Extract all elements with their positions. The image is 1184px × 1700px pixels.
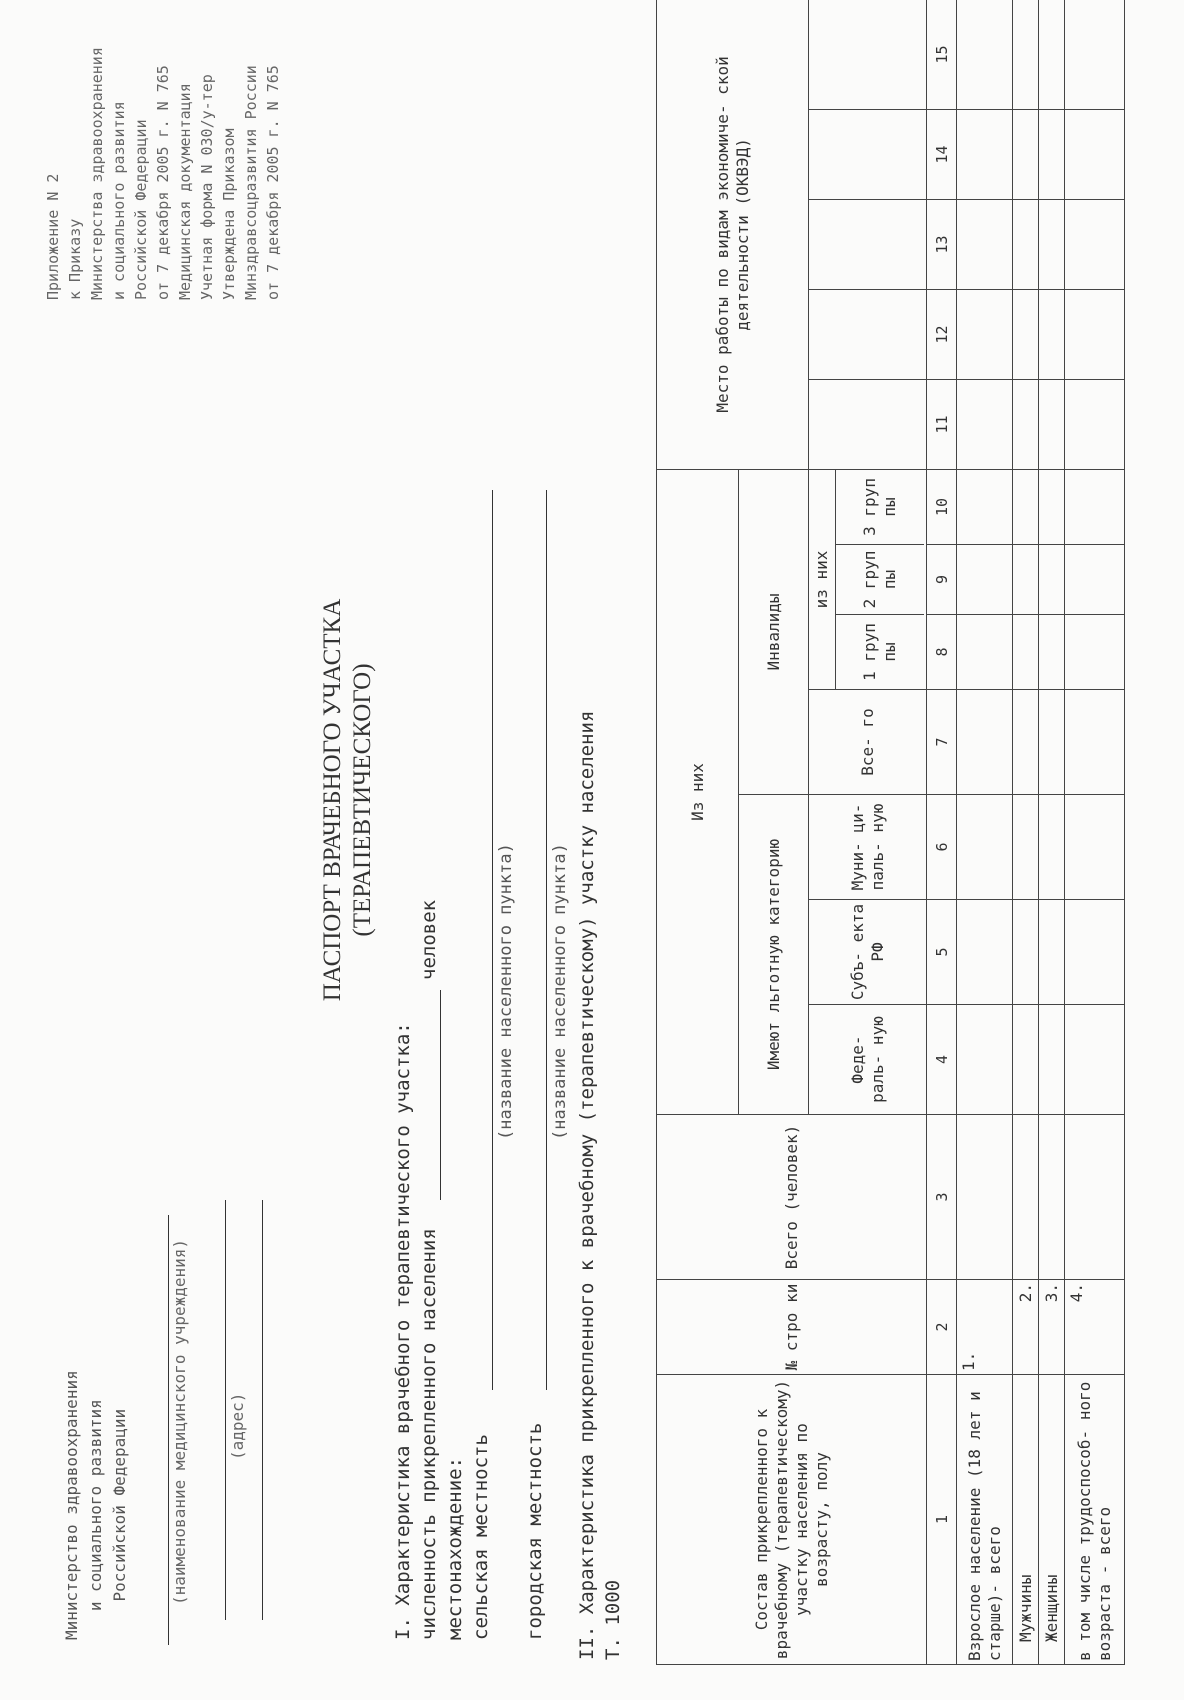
row-label: Женщины [1039,1375,1065,1665]
data-cell[interactable] [1039,690,1065,795]
data-cell[interactable] [957,795,1013,900]
data-cell[interactable] [957,109,1013,199]
data-cell[interactable] [957,545,1013,615]
ministry-header [60,1370,132,1640]
data-cell[interactable] [1013,795,1039,900]
col-number: 10 [927,469,957,544]
data-cell[interactable] [957,1115,1013,1280]
appendix-line: от 7 декабря 2005 г. N 765 [154,65,172,300]
data-cell[interactable] [957,1005,1013,1115]
data-cell[interactable] [1065,795,1125,900]
ministry-line: Министерство здравоохранения [62,1370,81,1640]
appendix-line: Учетная форма N 030/у-тер [198,74,216,300]
col-number: 14 [927,109,957,199]
urban-line [546,490,547,1390]
section2-heading: II. Характеристика прикрепленного к врачебному (терапевтическому) участку населения [576,710,598,1660]
workplace-subcol [809,0,927,109]
data-cell[interactable] [1065,1005,1125,1115]
data-cell[interactable] [1039,1005,1065,1115]
appendix-line: от 7 декабря 2005 г. N 765 [264,65,282,300]
data-cell[interactable] [1013,615,1039,690]
header-workplace: Место работы по видам экономиче- ской деятельности (ОКВЭД) [657,0,809,469]
urban-label: городская местность [524,1422,546,1640]
table-row [1013,0,1039,1665]
data-cell[interactable] [1065,900,1125,1005]
col-number: 15 [927,0,957,109]
col-number: 4 [927,1005,957,1115]
data-cell[interactable] [1039,900,1065,1005]
data-cell[interactable] [1065,469,1125,544]
workplace-subcol [809,289,927,379]
appendix-line: и социального развития [110,101,128,300]
data-cell[interactable] [1039,0,1065,109]
col-number: 7 [927,690,957,795]
ministry-line: Российской Федерации [110,1408,129,1602]
data-cell[interactable] [1039,615,1065,690]
data-cell[interactable] [1013,379,1039,469]
data-cell[interactable] [1065,615,1125,690]
address-line-1 [225,1200,226,1620]
row-number: 3. [1039,1280,1065,1375]
col-number: 12 [927,289,957,379]
header-municipal: Муни- ци- паль- ную [809,795,927,900]
col-number: 6 [927,795,957,900]
data-cell[interactable] [957,900,1013,1005]
header-total: Всего (человек) [657,1115,927,1280]
urban-caption: (название населенного пункта) [550,843,570,1140]
col-number: 5 [927,900,957,1005]
data-cell[interactable] [1013,199,1039,289]
data-cell[interactable] [1065,379,1125,469]
population-count-line [440,990,441,1200]
table-row [1039,0,1065,1665]
column-number-row [927,0,957,1665]
data-cell[interactable] [1013,0,1039,109]
data-cell[interactable] [1065,199,1125,289]
header-group-3: 3 груп пы [860,478,899,536]
col-number: 1 [927,1375,957,1665]
data-cell[interactable] [1065,289,1125,379]
institution-caption: (наименование медицинского учреждения) [170,1238,189,1605]
data-cell[interactable] [957,289,1013,379]
data-cell[interactable] [1039,199,1065,289]
data-cell[interactable] [957,379,1013,469]
row-number: 1. [957,1280,1013,1375]
appendix-line: Приложение N 2 [44,173,62,300]
ministry-line: и социального развития [86,1399,105,1612]
data-cell[interactable] [1013,469,1039,544]
rural-caption: (название населенного пункта) [496,843,516,1140]
data-cell[interactable] [957,615,1013,690]
header-disabled-total: Все- го [809,690,927,795]
data-cell[interactable] [1013,690,1039,795]
data-cell[interactable] [1013,109,1039,199]
location-label: местонахождение: [444,1456,466,1640]
col-number: 3 [927,1115,957,1280]
row-label: Взрослое население (18 лет и старше)- всего [957,1375,1013,1665]
population-table [656,0,1125,1665]
col-number: 11 [927,379,957,469]
data-cell[interactable] [1013,289,1039,379]
header-disabled: Инвалиды [739,469,809,794]
workplace-subcol [809,109,927,199]
data-cell[interactable] [1065,545,1125,615]
data-cell[interactable] [957,469,1013,544]
address-line-2 [262,1200,263,1620]
population-count-label: численность прикрепленного населения [418,1228,440,1640]
appendix-line: Министерства здравоохранения [88,47,106,300]
header-privileged: Имеют льготную категорию [739,795,809,1115]
header-subject: Субъ- екта РФ [809,900,927,1005]
data-cell[interactable] [1013,1005,1039,1115]
workplace-subcol [809,199,927,289]
data-cell[interactable] [957,199,1013,289]
header-of-which: из них [809,470,836,689]
table-row [957,0,1013,1665]
address-caption: (адрес) [228,1392,247,1460]
data-cell[interactable] [1013,545,1039,615]
table-row [1065,0,1125,1665]
header-group-2: 2 груп пы [836,544,924,614]
data-cell[interactable] [1039,545,1065,615]
section1-heading: I. Характеристика врачебного терапевтического участка: [392,1022,414,1640]
header-of-which-groups [809,469,927,689]
row-number: 2. [1013,1280,1039,1375]
data-cell[interactable] [1065,109,1125,199]
workplace-subcol [809,379,927,469]
header-of-them: Из них [657,469,739,1114]
appendix-line: к Приказу [66,218,84,300]
col-number: 8 [927,615,957,690]
document-title [318,540,378,1060]
data-cell[interactable] [1039,795,1065,900]
data-cell[interactable] [1065,690,1125,795]
institution-name-line [168,1215,169,1645]
population-count-unit: человек [418,899,440,980]
appendix-line: Минздравсоцразвития России [242,65,260,300]
header-federal: Феде- раль- ную [809,1005,927,1115]
header-row-number: № стро ки [657,1280,927,1375]
section2-table-code: Т. 1000 [602,1579,624,1660]
col-number: 9 [927,545,957,615]
row-label: в том числе трудоспособ- ного возраста - всего [1065,1375,1125,1665]
rural-line [492,490,493,1390]
header-groups-row [836,470,924,689]
data-cell[interactable] [1013,1115,1039,1280]
data-cell[interactable] [957,0,1013,109]
appendix-line: Медицинская документация [176,83,194,300]
rural-label: сельская местность [470,1434,492,1640]
col-number: 13 [927,199,957,289]
col-number: 2 [927,1280,957,1375]
header-composition: Состав прикрепленного к врачебному (терапевтическому) участку населения по возрасту, полу [657,1375,927,1665]
row-label: Мужчины [1013,1375,1039,1665]
data-cell[interactable] [1039,1115,1065,1280]
appendix-line: Утверждена Приказом [220,128,238,300]
data-cell[interactable] [1039,469,1065,544]
title-line-2: (ТЕРАПЕВТИЧЕСКОГО) [349,663,376,937]
row-number: 4. [1065,1280,1125,1375]
data-cell[interactable] [957,690,1013,795]
data-cell[interactable] [1039,379,1065,469]
data-cell[interactable] [1039,289,1065,379]
data-cell[interactable] [1065,1115,1125,1280]
data-cell[interactable] [1065,0,1125,109]
appendix-line: Российской Федерации [132,119,150,300]
data-cell[interactable] [1039,109,1065,199]
data-cell[interactable] [1013,900,1039,1005]
title-line-1: ПАСПОРТ ВРАЧЕБНОГО УЧАСТКА [319,598,346,1002]
header-group-1: 1 груп пы [836,614,924,689]
appendix-block [42,47,284,300]
